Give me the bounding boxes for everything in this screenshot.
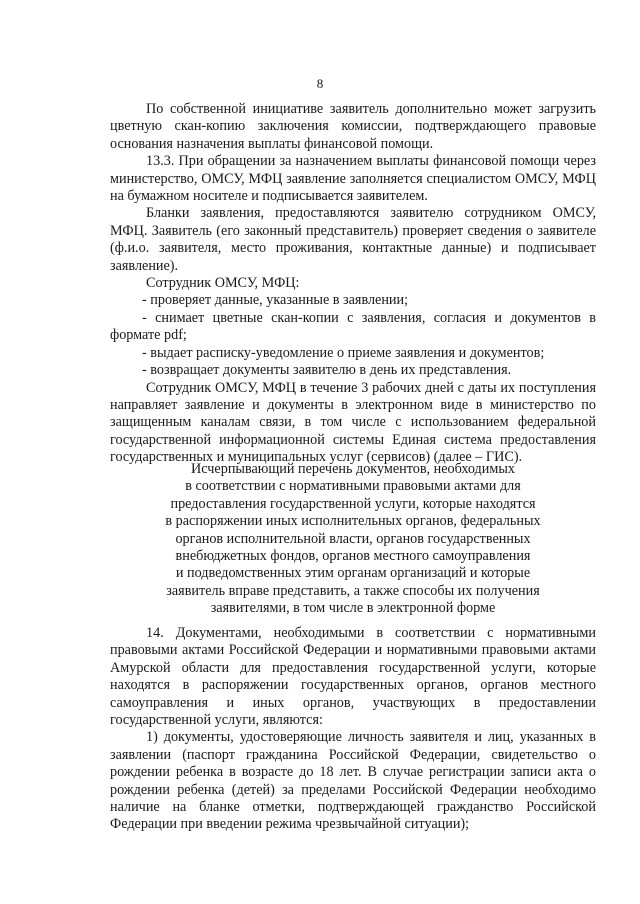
heading-line: заявителями, в том числе в электронной форме xyxy=(210,600,496,617)
section-heading xyxy=(110,461,596,618)
heading-line: заявитель вправе представить, а также способы их получения xyxy=(166,582,540,599)
list-item-receipt: - выдает расписку-уведомление о приеме заявления и документов; xyxy=(142,344,545,361)
heading-line: предоставления государственной услуги, которые находятся xyxy=(170,495,536,512)
heading-line: и подведомственных этим органам организаций и которые xyxy=(175,565,531,582)
list-item-identity-documents: 1) документы, удостоверяющие личность заявителя и лиц, указанных в заявлении (паспорт гражданина Российской Федерации, свидетельство о рождении ребенка в возрасте до 18 лет. В случае регистрации записи акта о рождении ребенка (детей) за пределами Российской Федерации необходимо наличие на бланке отметки, подтверждающей гражданство Российской Федерации при введении режима чрезвычайной ситуации); xyxy=(110,729,596,833)
list-item-scan: - снимает цветные скан-копии с заявления, согласия и документов в формате pdf; xyxy=(110,309,596,344)
heading-line: органов исполнительной власти, органов государственных xyxy=(175,530,531,547)
paragraph-14: 14. Документами, необходимыми в соответствии с нормативными правовыми актами Российской Федерации и нормативными правовыми актами Амурской области для предоставления государственной услуги, которые находятся в распоряжении государственных органов, органов местного самоуправления и иных органов, участвующих в предоставлении государственной услуги, являются: xyxy=(110,625,596,729)
heading-line: Исчерпывающий перечень документов, необходимых xyxy=(191,461,515,477)
paragraph-initiative: По собственной инициативе заявитель дополнительно может загрузить цветную скан-копию заключения комиссии, подтверждающего правовые основания назначения выплаты финансовой помощи. xyxy=(110,101,596,152)
text-block-top xyxy=(110,101,596,467)
list-item-return: - возвращает документы заявителю в день их представления. xyxy=(142,362,512,379)
paragraph-transfer: Сотрудник ОМСУ, МФЦ в течение 3 рабочих дней с даты их поступления направляет заявление и документы в электронном виде в министерство по защищенным каналам связи, в том числе с использованием федеральной государственной информационной системы Единая система предоставления государственных и муниципальных услуг (сервисов) (далее – ГИС). xyxy=(110,379,596,466)
paragraph-13-3: 13.3. При обращении за назначением выплаты финансовой помощи через министерство, ОМСУ, МФЦ заявление заполняется специалистом ОМСУ, МФЦ на бумажном носителе и подписывается заявителем. xyxy=(110,153,596,205)
paragraph-employee: Сотрудник ОМСУ, МФЦ: xyxy=(146,275,300,292)
paragraph-forms: Бланки заявления, предоставляются заявителю сотрудником ОМСУ, МФЦ. Заявитель (его законный представитель) проверяет сведения о заявителе (ф.и.о. заявителя, место проживания, контактные данные) и подписывает заявление). xyxy=(110,205,596,274)
list-item-check: - проверяет данные, указанные в заявлении; xyxy=(142,292,409,309)
heading-line: в распоряжении иных исполнительных органов, федеральных xyxy=(165,513,541,530)
page-number: 8 xyxy=(316,76,324,91)
heading-line: в соответствии с нормативными правовыми актами для xyxy=(185,478,521,495)
text-block-bottom xyxy=(110,625,596,834)
heading-line: внебюджетных фондов, органов местного самоуправления xyxy=(175,548,531,565)
